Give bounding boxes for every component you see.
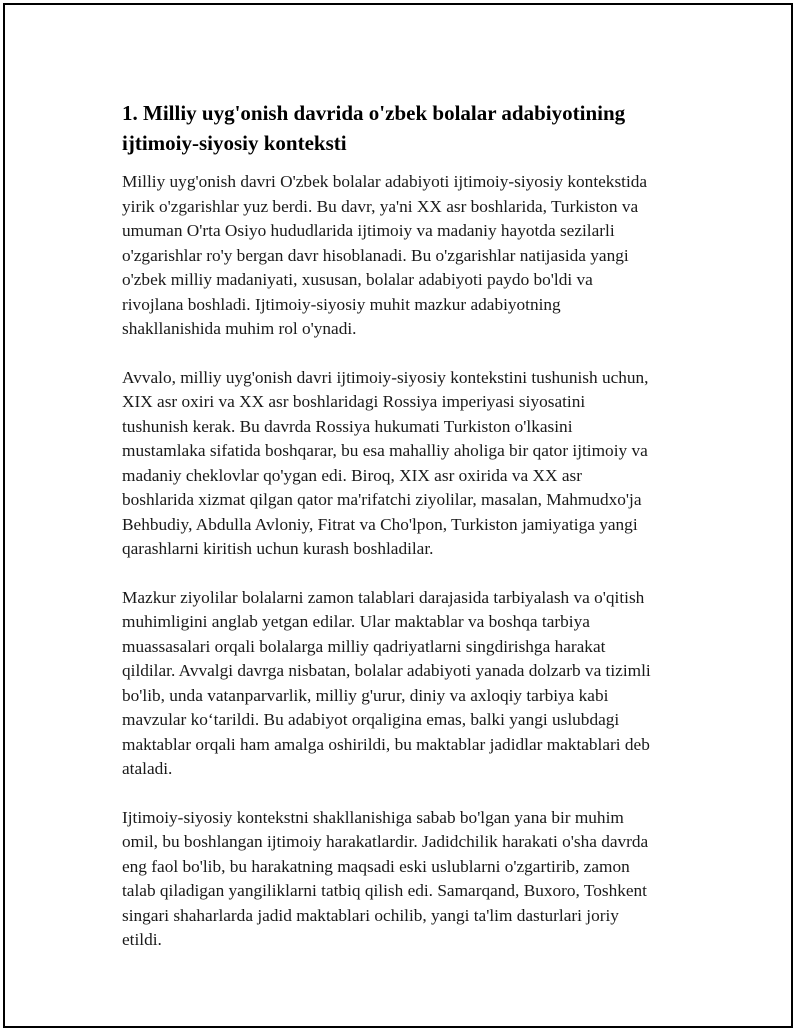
section-heading: 1. Milliy uyg'onish davrida o'zbek bolalar adabiyotining ijtimoiy-siyosiy konteksti <box>122 101 626 155</box>
paragraph-4: Ijtimoiy-siyosiy kontekstni shakllanishiga sabab bo'lgan yana bir muhim omil, bu boshlangan ijtimoiy harakatlardir. Jadidchilik harakati o'sha davrda eng faol bo'lib, bu harakatning maqsadi eski uslublarni o'zgartirib, zamon talab qiladigan yangiliklarni tatbiq qilish edi. Samarqand, Buxoro, Toshkent singari shaharlarda jadid maktablari ochilib, yangi ta'lim dasturlari joriy etildi. <box>122 807 649 949</box>
paragraph-1: Milliy uyg'onish davri O'zbek bolalar adabiyoti ijtimoiy-siyosiy kontekstida yirik o'zgarishlar yuz berdi. Bu davr, ya'ni XX asr boshlarida, Turkiston va umuman O'rta Osiyo hududlarida ijtimoiy va madaniy hayotda sezilarli o'zgarishlar ro'y bergan davr hisoblanadi. Bu o'zgarishlar natijasida yangi o'zbek milliy madaniyati, xususan, bolalar adabiyoti paydo bo'ldi va rivojlana boshladi. Ijtimoiy-siyosiy muhit mazkur adabiyotning shakllanishida muhim rol o'ynadi. <box>122 172 648 338</box>
paragraph-2: Avvalo, milliy uyg'onish davri ijtimoiy-siyosiy kontekstini tushunish uchun, XIX asr oxiri va XX asr boshlaridagi Rossiya imperiyasi siyosatini tushunish kerak. Bu davrda Rossiya hukumati Turkiston o'lkasini mustamlaka sifatida boshqarar, bu esa mahalliy aholiga bir qator ijtimoiy va madaniy cheklovlar qo'ygan edi. Biroq, XIX asr oxirida va XX asr boshlarida xizmat qilgan qator ma'rifatchi ziyolilar, masalan, Mahmudxo'ja Behbudiy, Abdulla Avloniy, Fitrat va Cho'lpon, Turkiston jamiyatiga yangi qarashlarni kiritish uchun kurash boshladilar. <box>122 367 649 558</box>
paragraph-3: Mazkur ziyolilar bolalarni zamon talablari darajasida tarbiyalash va o'qitish muhimligini anglab yetgan edilar. Ular maktablar va boshqa tarbiya muassasalari orqali bolalarga milliy qadriyatlarni singdirishga harakat qildilar. Avvalgi davrga nisbatan, bolalar adabiyoti yanada dolzarb va tizimli bo'lib, unda vatanparvarlik, milliy g'urur, diniy va axloqiy tarbiya kabi mavzular ko‘tarildi. Bu adabiyot orqaligina emas, balki yangi uslubdagi maktablar orqali ham amalga oshirildi, bu maktablar jadidlar maktablari deb ataladi. <box>122 587 651 778</box>
page-frame <box>3 3 793 1028</box>
document-body <box>122 98 697 977</box>
